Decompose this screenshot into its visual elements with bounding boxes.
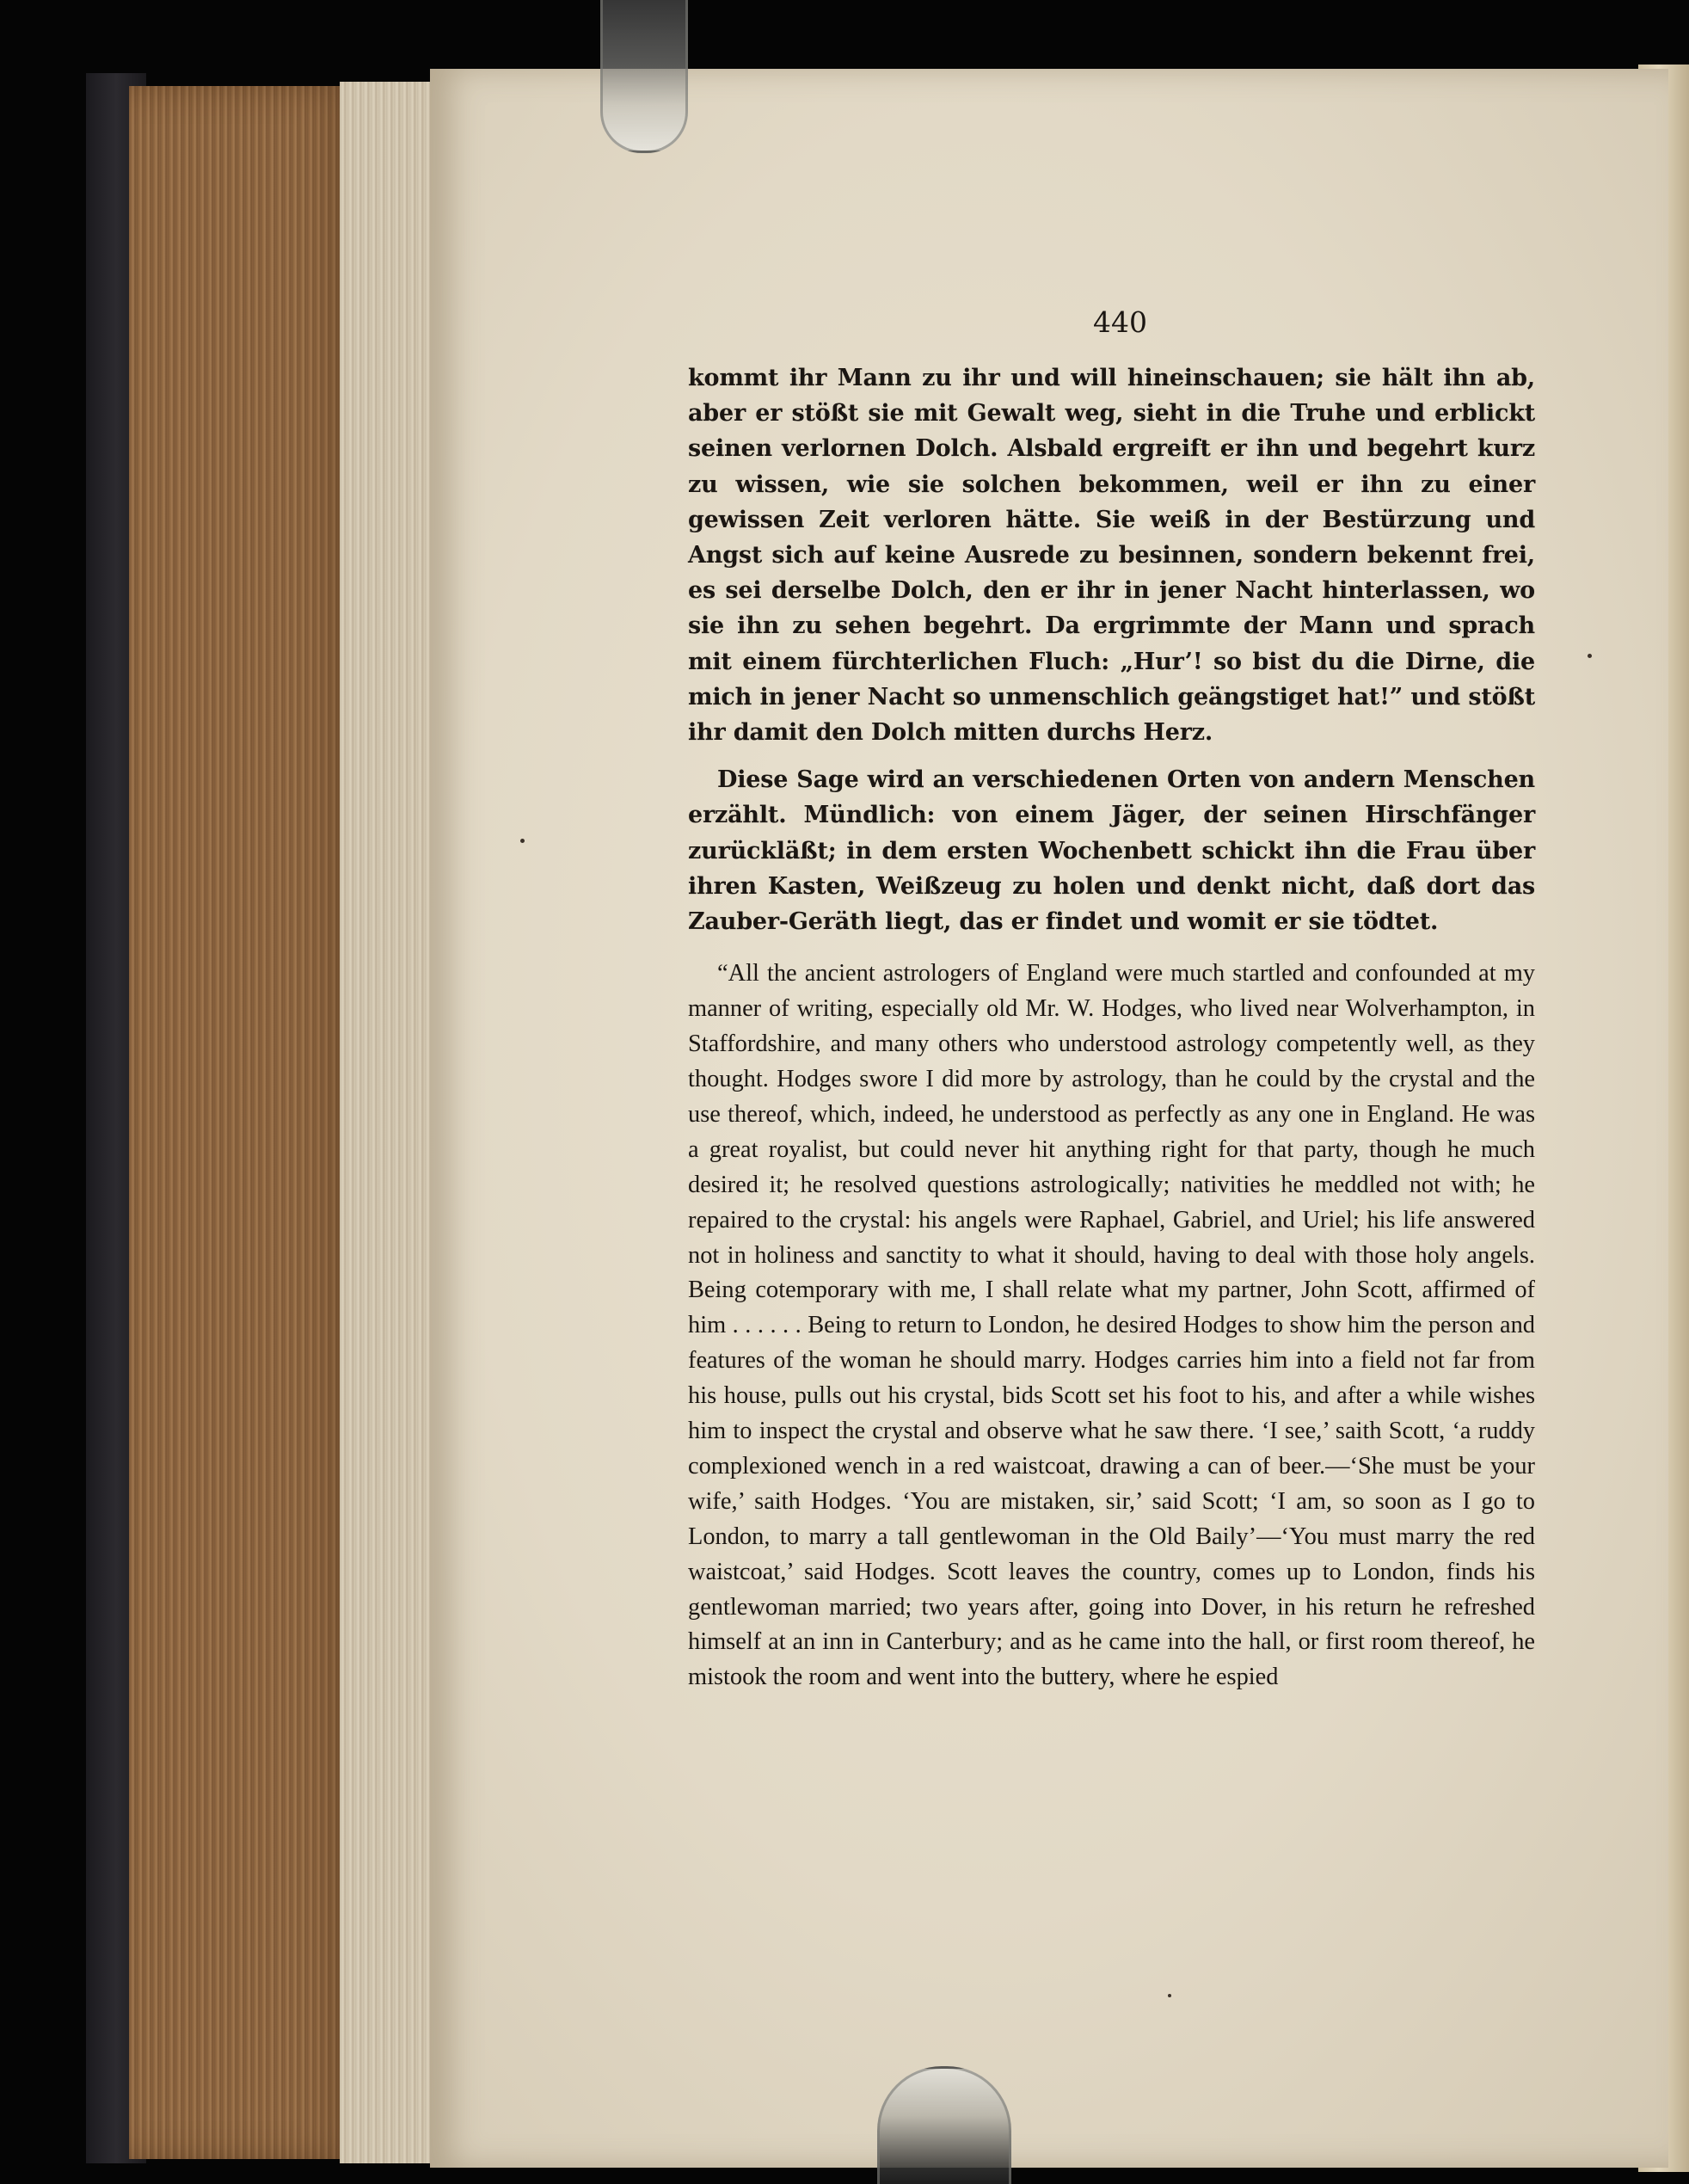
page-number: 440 (1093, 305, 1147, 339)
glass-clip-bottom (877, 2066, 1011, 2184)
german-paragraph: Diese Sage wird an verschiedenen Orten von andern Menschen erzählt. Mündlich: von einem Jäger, der seinen Hirschfänger zurückläßt; in dem ersten Wochenbett schickt ihn die Frau über ihren Kasten, Weißzeug zu holen und denkt nicht, daß dort das Zauber-Geräth liegt, das er findet und womit er sie tödtet. (688, 766, 1535, 936)
page-speck (520, 839, 525, 843)
page-edges (129, 86, 361, 2159)
glass-clip-top (600, 0, 688, 153)
page-speck (1588, 654, 1592, 658)
english-quotation-paragraph: “All the ancient astrologers of England were much startled and confounded at my manner of writing, especially old Mr. W. Hodges, who lived near Wolverhampton, in Staffordshire, and many others who understood astrology competently well, as they thought. Hodges swore I did more by astrology, than he could by the crystal and the use thereof, which, indeed, he understood as perfectly as any one in England. He was a great royalist, but could never hit anything right for that party, though he much desired it; he resolved questions astrologically; nativities he meddled not with; he repaired to the crystal: his angels were Raphael, Gabriel, and Uriel; his life answered not in holiness and sanctity to what it should, having to deal with those holy angels. Being cotemporary with me, I shall relate what my partner, John Scott, affirmed of him . . . . . . Being to return to London, he desired Hodges to show him the person and features of the woman he should marry. Hodges carries him into a field not far from his house, pulls out his crystal, bids Scott set his foot to his, and after a while wishes him to inspect the crystal and observe what he saw there. ‘I see,’ saith Scott, ‘a ruddy complexioned wench in a red waistcoat, drawing a can of beer.—‘She must be your wife,’ saith Hodges. ‘You are mistaken, sir,’ said Scott; ‘I am, so soon as I go to London, to marry a tall gentlewoman in the Old Baily’—‘You must marry the red waistcoat,’ said Hodges. Scott leaves the country, comes up to London, finds his gentlewoman married; two years after, going into Dover, in his return he refreshed himself at an inn in Canterbury; and as he came into the hall, or first room thereof, he mistook the room and went into the buttery, where he espied (688, 960, 1535, 1691)
german-paragraph-continued: kommt ihr Mann zu ihr und will hineinschauen; sie hält ihn ab, aber er stößt sie mit Gewalt weg, sieht in die Truhe und erblickt seinen verlornen Dolch. Alsbald ergreift er ihn und begehrt kurz zu wissen, wie sie solchen bekommen, weil er ihn zu einer gewissen Zeit verloren hätte. Sie weiß in der Bestürzung und Angst sich auf keine Ausrede zu besinnen, sondern bekennt frei, es sei derselbe Dolch, den er ihr in jener Nacht hinterlassen, wo sie ihn zu sehen begehrt. Da ergrimmte der Mann und sprach mit einem fürchterlichen Fluch: „Hur’! so bist du die Dirne, die mich in jener Nacht so unmenschlich geängstiget hat!” und stößt ihr damit den Dolch mitten durchs Herz. (688, 365, 1535, 747)
page-text (688, 305, 1535, 1695)
page-edges-inner (340, 82, 434, 2163)
page-speck (1168, 1994, 1171, 1997)
